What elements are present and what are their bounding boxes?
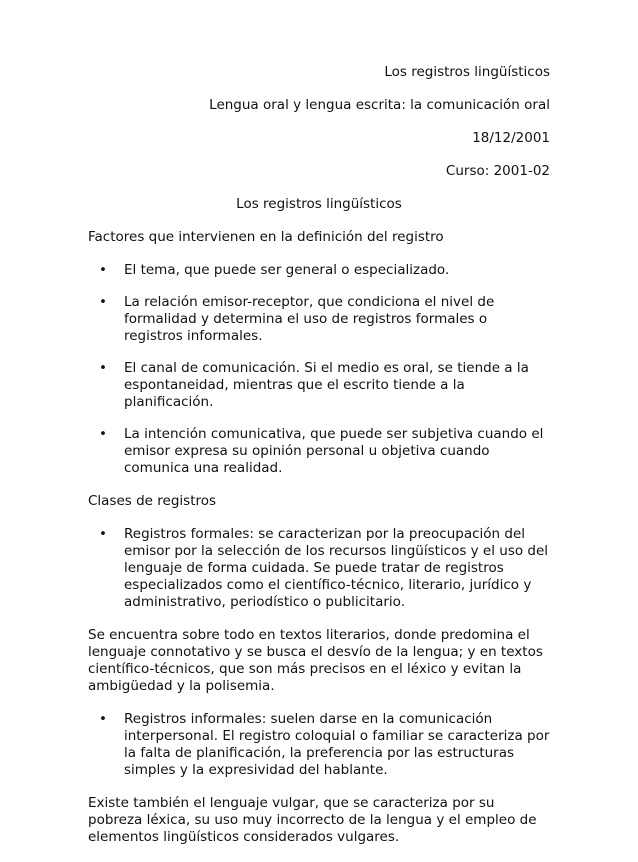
list-item-text: La intención comunicativa, que puede ser subjetiva cuando el emisor expresa su opinión personal u objetiva cuando comunica una realidad. [124,426,544,476]
list-item [99,711,550,779]
list-item [99,426,550,477]
list-item-text: La relación emisor-receptor, que condiciona el nivel de formalidad y determina el uso de registros formales o registros informales. [124,294,495,344]
paragraph-vulgar: Existe también el lenguaje vulgar, que se caracteriza por su pobreza léxica, su uso muy incorrecto de la lengua y el empleo de elementos lingüísticos considerados vulgares. [88,795,537,845]
header-subtitle: Lengua oral y lengua escrita: la comunicación oral [209,97,550,113]
document-title: Los registros lingüísticos [236,196,402,212]
bullet-icon: • [99,526,107,542]
bullet-icon: • [99,426,107,442]
list-item [99,262,550,279]
list-item-text: Registros informales: suelen darse en la comunicación interpersonal. El registro coloquial o familiar se caracteriza por la falta de planificación, la preferencia por las estructuras simples y la expresividad del hablante. [124,711,550,778]
document-page [88,64,550,862]
list-item [99,526,550,611]
list-item-text: Registros formales: se caracterizan por la preocupación del emisor por la selección de los recursos lingüísticos y el uso del lenguaje de forma cuidada. Se puede tratar de registros especializados como el científico-técnico, literario, jurídico y administrativo, periodístico o publicitario. [124,526,549,610]
clases-list-formales [88,526,550,611]
clases-list-informales [88,711,550,779]
bullet-icon: • [99,360,107,376]
bullet-icon: • [99,262,107,278]
list-item-text: El tema, que puede ser general o especializado. [124,262,450,278]
section-heading-factores: Factores que intervienen en la definición del registro [88,229,444,245]
list-item [99,294,550,345]
header-date: 18/12/2001 [472,130,550,146]
factores-list [88,262,550,477]
header-title: Los registros lingüísticos [384,64,550,80]
section-heading-clases: Clases de registros [88,493,217,509]
bullet-icon: • [99,711,107,727]
list-item [99,360,550,411]
paragraph-formales: Se encuentra sobre todo en textos literarios, donde predomina el lenguaje connotativo y se busca el desvío de la lengua; y en textos científico-técnicos, que son más precisos en el léxico y evitan la ambigüedad y la polisemia. [88,627,543,694]
bullet-icon: • [99,294,107,310]
header-course: Curso: 2001-02 [445,163,550,179]
list-item-text: El canal de comunicación. Si el medio es oral, se tiende a la espontaneidad, mientras que el escrito tiende a la planificación. [124,360,529,410]
